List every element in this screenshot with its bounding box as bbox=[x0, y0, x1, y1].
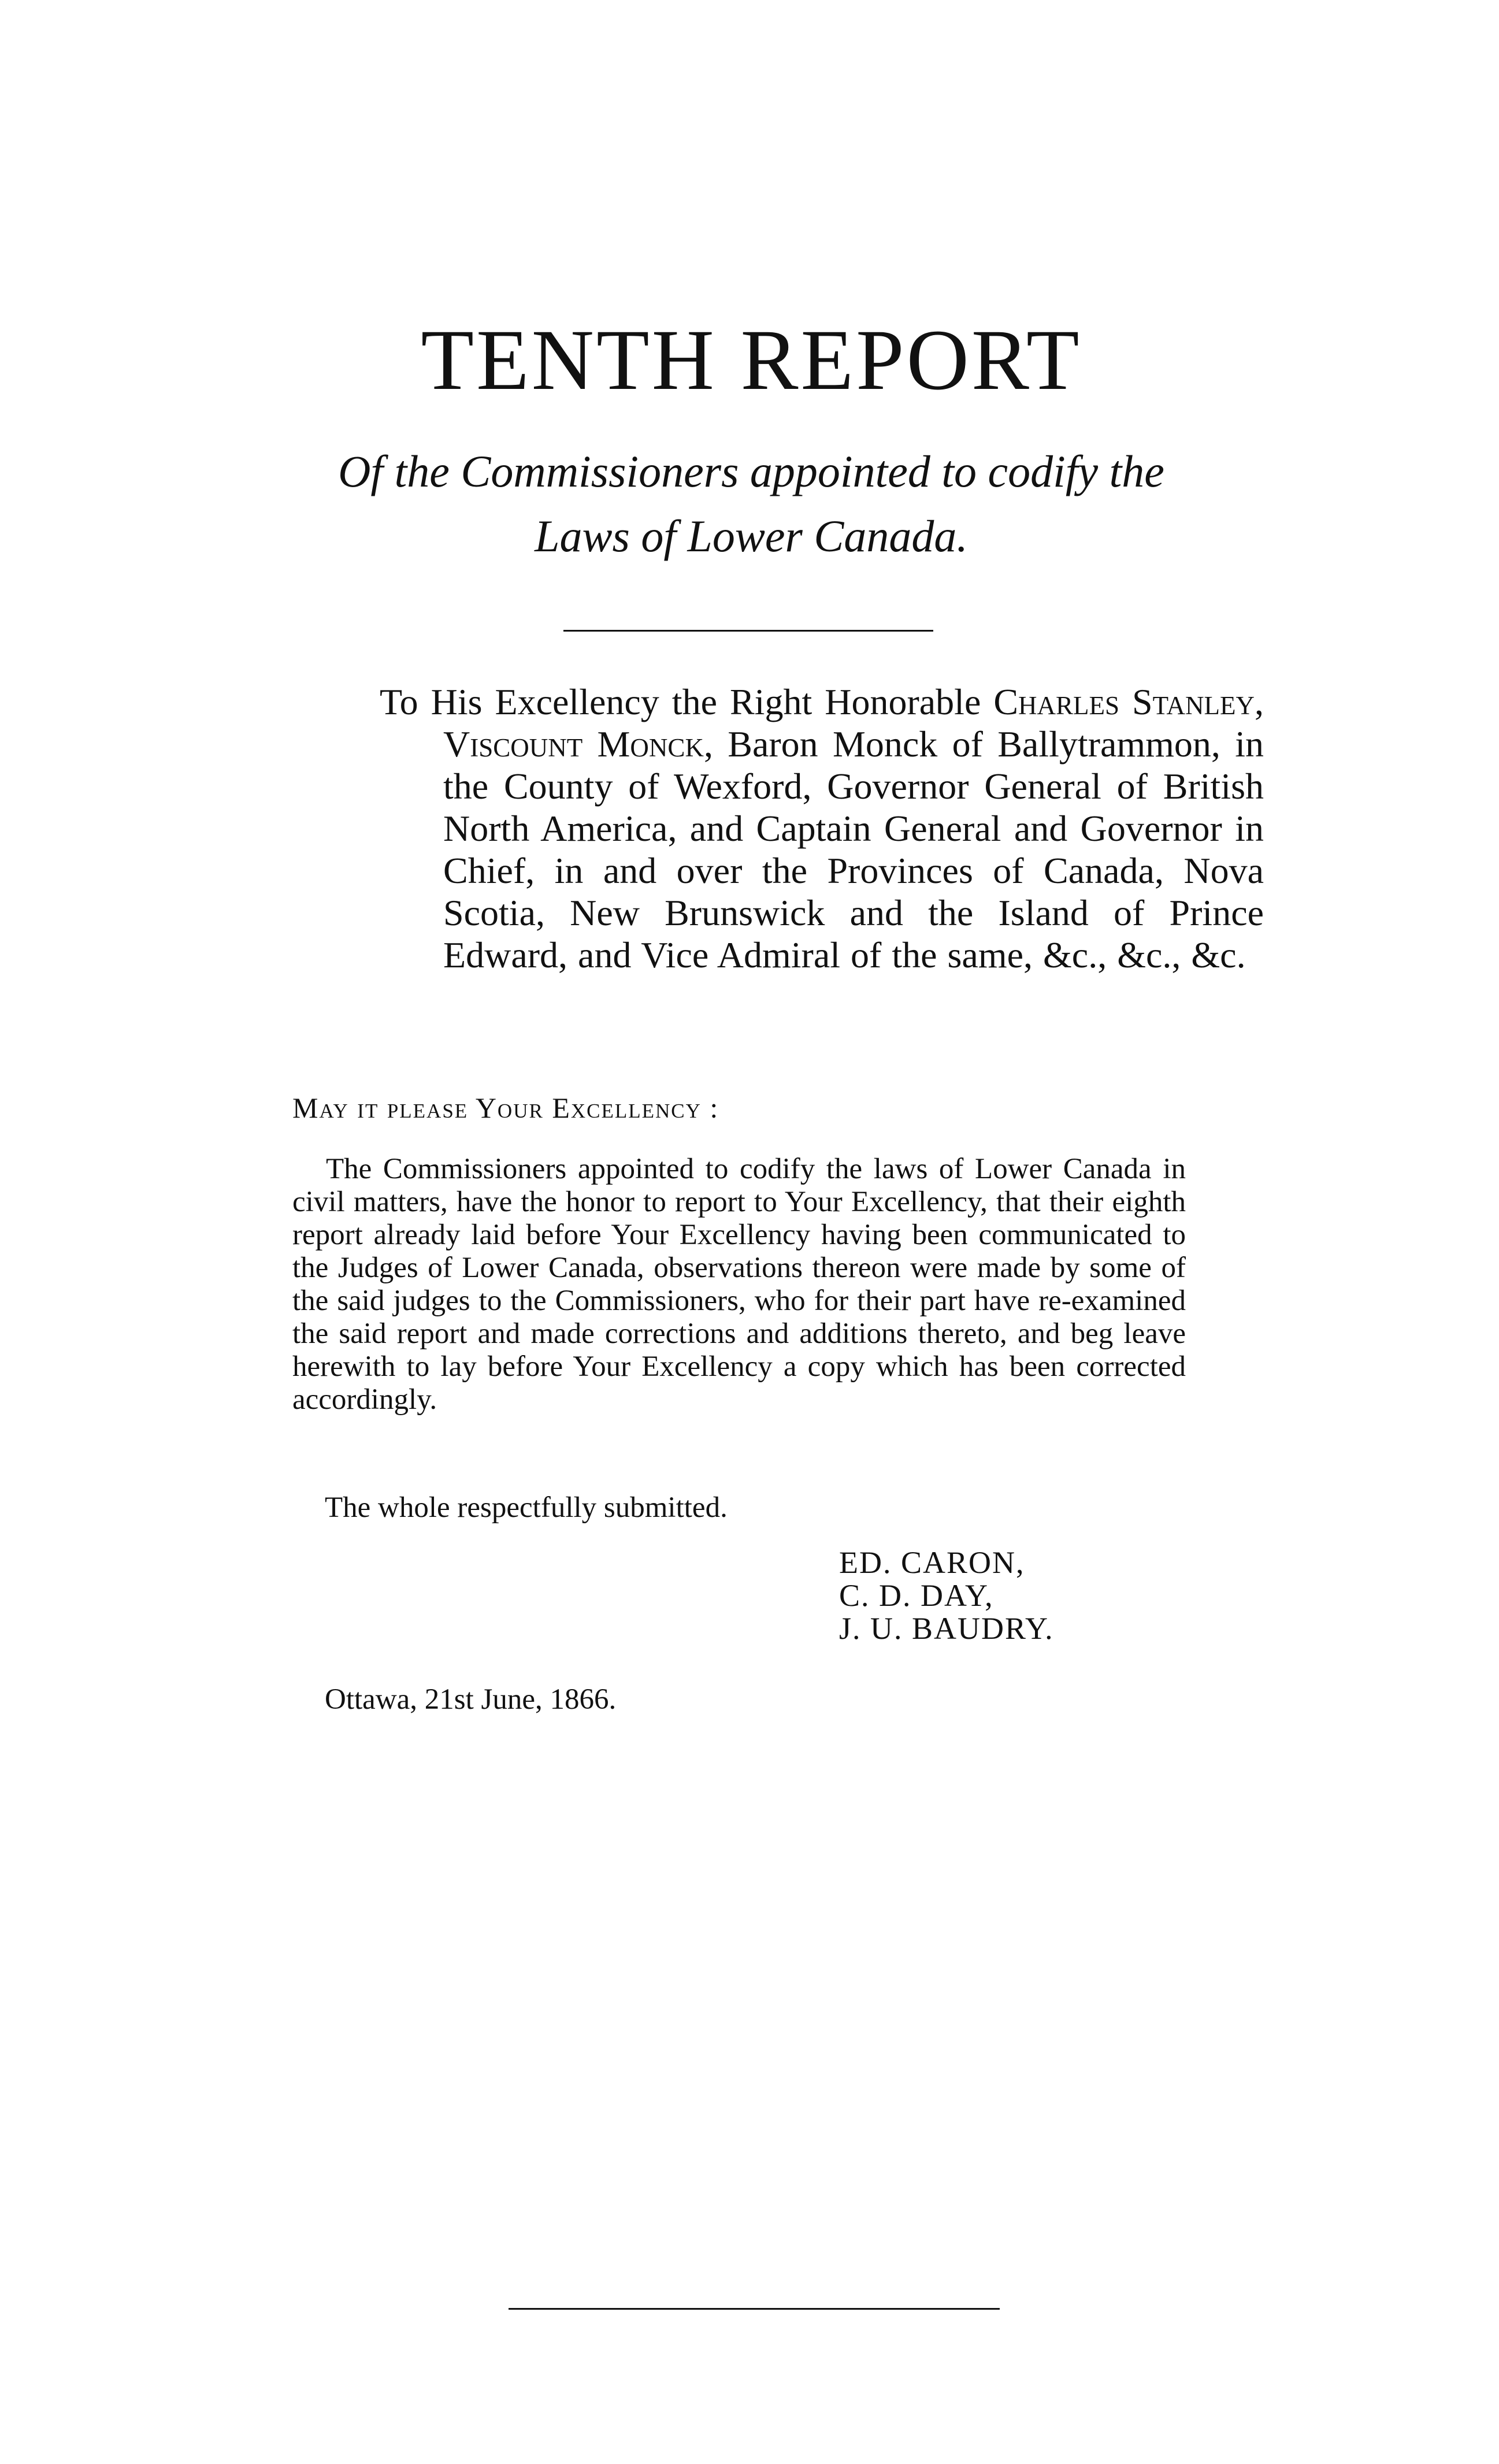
signature-caron: ED. CARON, bbox=[839, 1545, 1025, 1580]
salutation: May it please Your Excellency : bbox=[292, 1092, 719, 1124]
closing-line: The whole respectfully submitted. bbox=[325, 1491, 728, 1524]
subtitle-line-1: Of the Commissioners appointed to codify the bbox=[338, 446, 1164, 496]
subtitle-line-2: Laws of Lower Canada. bbox=[535, 511, 968, 561]
bottom-divider bbox=[509, 2308, 1000, 2310]
signature-baudry: J. U. BAUDRY. bbox=[839, 1611, 1054, 1646]
top-divider bbox=[563, 630, 933, 632]
address-name: Charles Stanley, Viscount Monck bbox=[443, 681, 1264, 765]
place-and-date: Ottawa, 21st June, 1866. bbox=[325, 1683, 617, 1716]
address-paragraph bbox=[380, 681, 1264, 976]
address-text-start: To His Excellency the Right Honorable bbox=[380, 681, 994, 722]
signature-day: C. D. DAY, bbox=[839, 1578, 994, 1613]
report-subtitle bbox=[300, 439, 1202, 569]
report-body: The Commissioners appointed to codify the laws of Lower Canada in civil matters, have the honor to report to Your Excellency, that their eighth report already laid before Your Excellency having been communicated to the Judges of Lower Canada, observations thereon were made by some of the said judges to the Commissioners, who for their part have re-examined the said report and made corrections and additions thereto, and beg leave herewith to lay before Your Excellency a copy which has been corrected accordingly. bbox=[292, 1153, 1186, 1416]
signature-block bbox=[839, 1546, 1054, 1645]
report-title: TENTH REPORT bbox=[421, 312, 1082, 408]
address-text-rest: , Baron Monck of Ballytrammon, in the County of Wexford, Governor General of British North America, and Captain General and Governor in Chief, in and over the Provinces of Canada, Nova Scotia, New Brunswick and the Island of Prince Edward, and Vice Admiral of the same, &c., &c., &c. bbox=[443, 723, 1264, 975]
